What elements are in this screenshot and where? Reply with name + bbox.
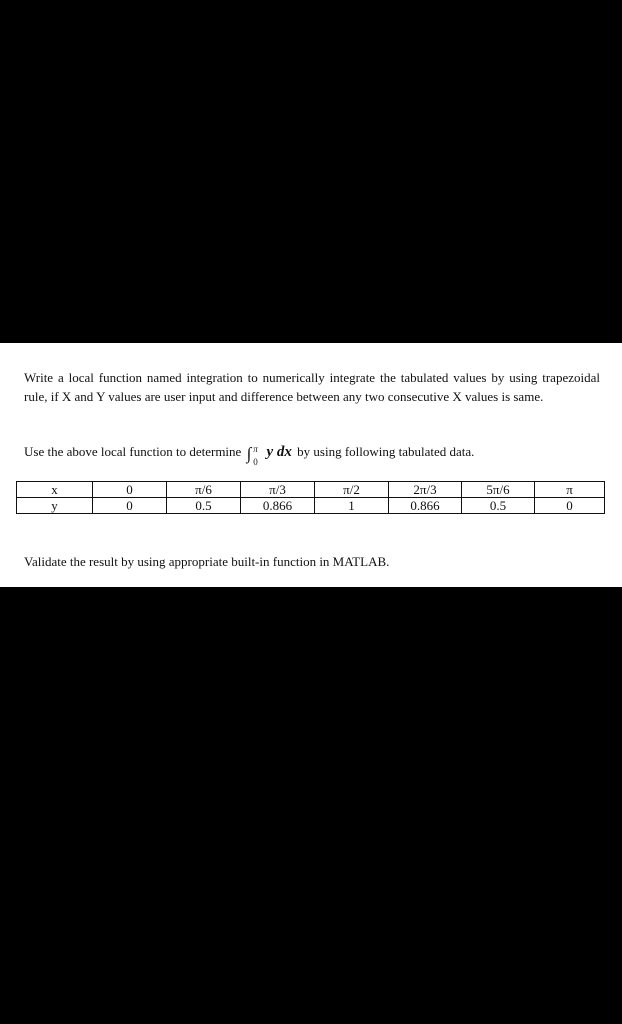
table-cell: 0.866	[389, 498, 462, 514]
integral-instruction	[24, 441, 604, 467]
validation-instruction: Validate the result by using appropriate built-in function in MATLAB.	[24, 554, 390, 569]
integrand: y dx	[266, 444, 292, 460]
table-cell: 0	[93, 498, 167, 514]
problem-statement: Write a local function named integration to numerically integrate the tabulated values by using trapezoidal rule, if X and Y values are user input and difference between any two consecutive X values is same.	[24, 370, 600, 404]
table-cell: 5π/6	[462, 482, 535, 498]
integral-lower-limit: 0	[253, 457, 258, 467]
table-cell: x	[17, 482, 93, 498]
table-cell: 0.5	[462, 498, 535, 514]
integral-limits	[252, 441, 263, 467]
table-cell: π/6	[167, 482, 241, 498]
table-cell: π/3	[241, 482, 315, 498]
tabulated-data-table	[16, 481, 605, 514]
table-cell: 0	[535, 498, 605, 514]
table-cell: 1	[315, 498, 389, 514]
table-cell: 0.5	[167, 498, 241, 514]
integral-sign: ∫	[246, 444, 252, 463]
table-cell: y	[17, 498, 93, 514]
integral-upper-limit: π	[253, 444, 258, 454]
table-cell: 2π/3	[389, 482, 462, 498]
table-cell: π	[535, 482, 605, 498]
instruction-text-after: by using following tabulated data.	[297, 444, 475, 459]
table-row-y	[17, 498, 605, 514]
table-cell: π/2	[315, 482, 389, 498]
document-image	[0, 343, 622, 587]
table-cell: 0	[93, 482, 167, 498]
instruction-text-before: Use the above local function to determine	[24, 444, 242, 459]
table-row-x	[17, 482, 605, 498]
table-cell: 0.866	[241, 498, 315, 514]
